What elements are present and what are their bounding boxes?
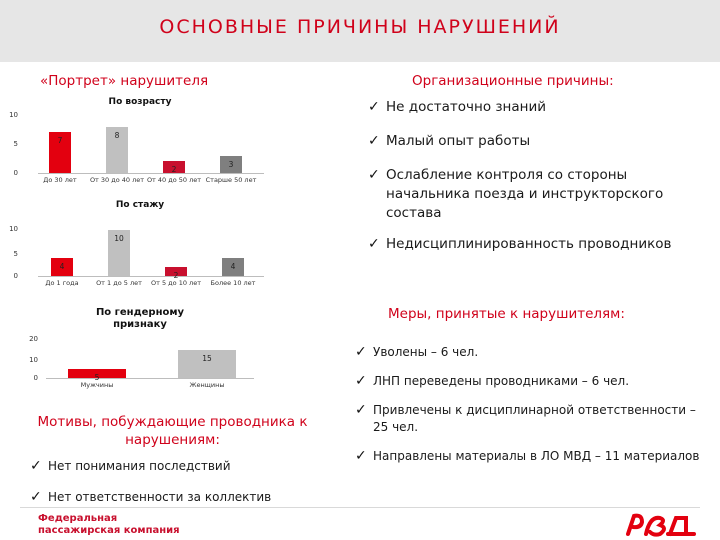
experience-chart-title: По стажу: [115, 200, 165, 210]
check-icon: ✓: [368, 99, 380, 115]
motives-list: [30, 458, 330, 506]
list-item: ✓ Нет понимания последствий: [30, 458, 231, 474]
experience-value-label-4: 4: [230, 261, 236, 271]
list-item: ✓ Малый опыт работы: [368, 133, 531, 149]
age-axis-line: [38, 173, 264, 174]
company-name-line1: Федеральная: [38, 513, 118, 524]
experience-category-label-4: Более 10 лет: [210, 279, 256, 287]
age-value-label-2: 8: [114, 130, 120, 140]
rzd-logo-icon: [620, 510, 705, 538]
gender-ytick-0: 0: [33, 374, 38, 382]
age-ytick-0: 0: [13, 169, 18, 177]
gender-ytick-20: 20: [29, 335, 38, 343]
experience-value-label-3: 2: [173, 270, 179, 280]
experience-value-label-1: 4: [59, 261, 65, 271]
list-item: ✓ ЛНП переведены проводниками – 6 чел.: [355, 373, 630, 389]
footer-divider: [20, 507, 700, 508]
check-icon: ✓: [368, 167, 380, 183]
check-icon: ✓: [355, 344, 367, 360]
age-value-label-3: 2: [171, 165, 177, 175]
age-value-label-1: 7: [57, 136, 63, 146]
experience-value-label-2: 10: [114, 234, 124, 243]
gender-chart-title-line2: признаку: [113, 319, 167, 330]
list-item: ✓ Ослабление контроля со стороны начальника поезда и инструкторского состава: [368, 167, 664, 221]
list-item: ✓ Не достаточно знаний: [368, 99, 547, 115]
check-icon: ✓: [30, 489, 42, 505]
experience-category-label-2: От 1 до 5 лет: [96, 279, 142, 287]
org-reasons-list: [368, 98, 703, 254]
gender-value-label-2: 15: [202, 353, 212, 363]
org-reasons-heading: Организационные причины:: [412, 73, 614, 89]
age-category-label-4: Старше 50 лет: [205, 176, 257, 184]
check-icon: ✓: [355, 373, 367, 389]
company-name: [38, 513, 180, 537]
gender-chart-title: [80, 307, 200, 331]
list-item: ✓ Недисциплинированность проводников: [368, 236, 672, 252]
check-icon: ✓: [30, 458, 42, 474]
gender-value-label-1: 5: [94, 372, 100, 382]
check-icon: ✓: [355, 448, 367, 464]
list-item: ✓ Нет ответственности за коллектив: [30, 489, 272, 505]
gender-category-label-2: Женщины: [189, 381, 225, 389]
age-category-label-1: До 30 лет: [43, 176, 77, 184]
experience-ytick-5: 5: [13, 250, 18, 258]
age-value-label-4: 3: [228, 159, 234, 169]
check-icon: ✓: [355, 402, 367, 418]
measures-heading: Меры, принятые к нарушителям:: [388, 306, 625, 322]
experience-ytick-0: 0: [13, 272, 18, 280]
experience-ytick-10: 10: [9, 225, 18, 233]
age-category-label-2: От 30 до 40 лет: [89, 176, 145, 184]
gender-category-label-1: Мужчины: [80, 381, 114, 389]
page-title: ОСНОВНЫЕ ПРИЧИНЫ НАРУШЕНИЙ: [159, 16, 561, 38]
age-ytick-5: 5: [13, 140, 18, 148]
portrait-heading: «Портрет» нарушителя: [40, 73, 209, 89]
age-category-label-3: От 40 до 50 лет: [146, 176, 202, 184]
gender-ytick-10: 10: [29, 356, 38, 364]
experience-axis-line: [38, 276, 264, 277]
age-chart-title: По возрасту: [108, 97, 172, 107]
company-name-line2: пассажирская компания: [38, 525, 180, 536]
list-item: ✓ Привлечены к дисциплинарной ответственности – 25 чел.: [355, 402, 696, 434]
experience-category-label-3: От 5 до 10 лет: [151, 279, 201, 287]
check-icon: ✓: [368, 236, 380, 252]
list-item: ✓ Направлены материалы в ЛО МВД – 11 материалов: [355, 448, 700, 464]
experience-category-label-1: До 1 года: [45, 279, 79, 287]
age-ytick-10: 10: [9, 111, 18, 119]
check-icon: ✓: [368, 133, 380, 149]
gender-chart-title-line1: По гендерному: [95, 307, 185, 318]
motives-heading: Мотивы, побуждающие проводника к нарушениям:: [37, 414, 308, 448]
list-item: ✓ Уволены – 6 чел.: [355, 344, 479, 360]
measures-list: [355, 344, 710, 465]
